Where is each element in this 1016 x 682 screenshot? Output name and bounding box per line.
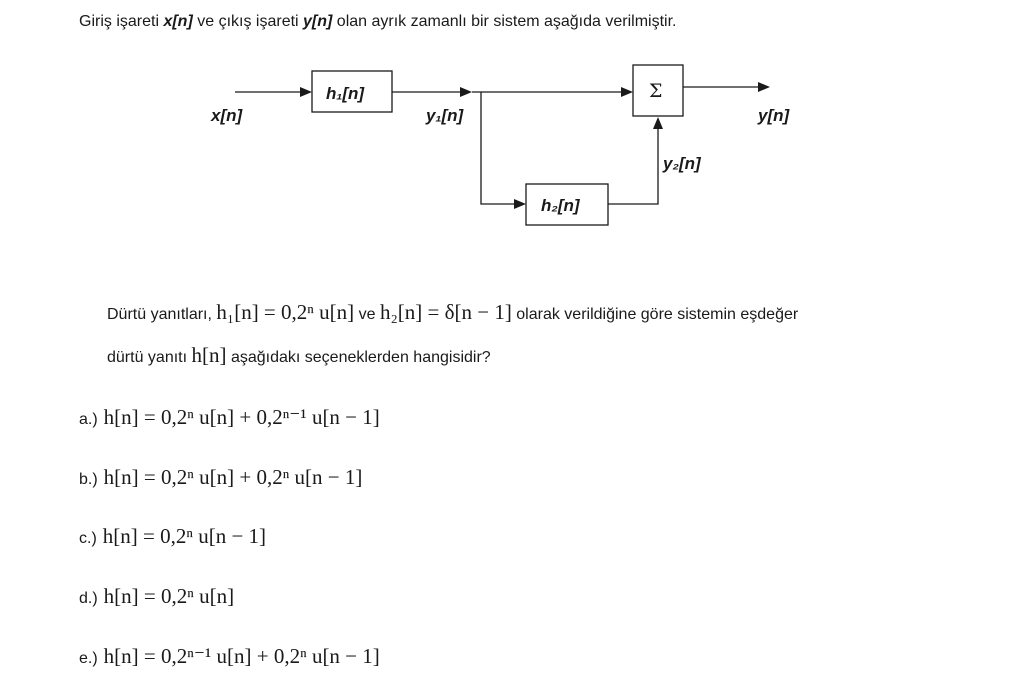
- sum-symbol: Σ: [649, 80, 663, 102]
- input-arrowhead: [300, 87, 312, 97]
- intro-text-1: Giriş işareti: [79, 13, 164, 30]
- input-label: x[n]: [211, 106, 243, 125]
- input-signal-name: x[n]: [163, 13, 193, 30]
- question-text-1: Dürtü yanıtları,: [107, 306, 217, 323]
- question-text-2: olarak verildiğine göre sistemin eşdeğer: [511, 306, 799, 323]
- h2-input-arrowhead: [514, 199, 526, 209]
- question-text-4: aşağıdakı seçeneklerden hangisidir?: [226, 349, 491, 366]
- intro-text-2: ve çıkış işareti: [192, 13, 304, 30]
- option-d[interactable]: [79, 584, 234, 609]
- y1-label: y₁[n]: [426, 106, 464, 125]
- option-a[interactable]: [79, 405, 380, 430]
- y2-label: y₂[n]: [663, 154, 701, 173]
- sum-input-arrowhead: [621, 87, 633, 97]
- intro-text-3: olan ayrık zamanlı bir sistem aşağıda verilmiştir.: [332, 13, 677, 30]
- option-c[interactable]: [79, 524, 266, 549]
- question-line-1: [107, 300, 798, 325]
- option-c-expression: h[n] = 0,2ⁿ u[n − 1]: [102, 524, 267, 548]
- question-text-3: dürtü yanıtı: [107, 349, 192, 366]
- option-e[interactable]: [79, 644, 380, 669]
- h1-label: h₁[n]: [326, 84, 365, 103]
- option-a-label: a.): [79, 411, 98, 428]
- option-b-expression: h[n] = 0,2ⁿ u[n] + 0,2ⁿ u[n − 1]: [103, 465, 363, 489]
- output-arrowhead: [758, 82, 770, 92]
- option-c-label: c.): [79, 530, 97, 547]
- option-a-expression: h[n] = 0,2ⁿ u[n] + 0,2ⁿ⁻¹ u[n − 1]: [103, 405, 380, 429]
- y2-arrowhead: [653, 117, 663, 129]
- h1-expression: h₁[n] = 0,2ⁿ u[n]: [216, 300, 355, 324]
- output-signal-name: y[n]: [303, 13, 333, 30]
- output-label: y[n]: [758, 106, 790, 125]
- h-expression: h[n]: [191, 343, 227, 367]
- h2-expression: h₂[n] = δ[n − 1]: [379, 300, 512, 324]
- option-e-expression: h[n] = 0,2ⁿ⁻¹ u[n] + 0,2ⁿ u[n − 1]: [103, 644, 380, 668]
- y1-arrowhead: [460, 87, 472, 97]
- option-d-label: d.): [79, 590, 98, 607]
- option-e-label: e.): [79, 650, 98, 667]
- block-diagram: [0, 0, 1016, 260]
- branch-wire: [481, 92, 515, 204]
- y2-wire: [608, 128, 658, 204]
- question-line-2: [107, 343, 491, 368]
- question-and: ve: [354, 306, 380, 323]
- option-b[interactable]: [79, 465, 362, 490]
- option-d-expression: h[n] = 0,2ⁿ u[n]: [103, 584, 235, 608]
- option-b-label: b.): [79, 471, 98, 488]
- h2-label: h₂[n]: [541, 196, 580, 215]
